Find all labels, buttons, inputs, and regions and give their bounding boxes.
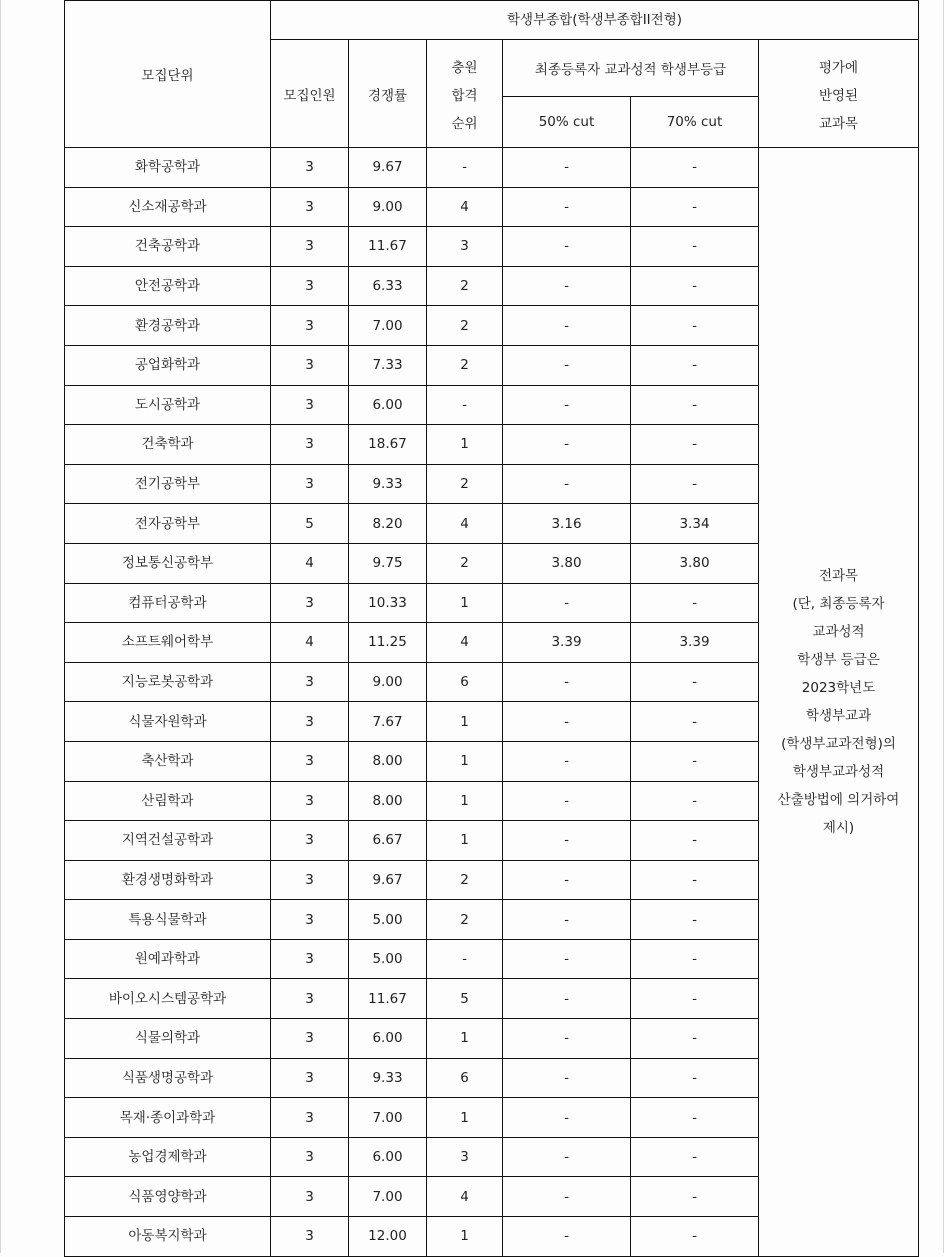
competition-cell: 11.67 bbox=[349, 227, 427, 267]
unit-cell: 아동복지학과 bbox=[65, 1217, 271, 1257]
cut50-cell: - bbox=[503, 187, 631, 227]
cut70-cell: - bbox=[631, 385, 759, 425]
recruit-cell: 3 bbox=[271, 306, 349, 346]
recruit-cell: 3 bbox=[271, 781, 349, 821]
rank-cell: 4 bbox=[427, 623, 503, 663]
note-line: 학생부교과 bbox=[805, 707, 872, 724]
competition-cell: 9.67 bbox=[349, 148, 427, 188]
cut50-cell: - bbox=[503, 464, 631, 504]
cut50-cell: - bbox=[503, 1019, 631, 1059]
recruit-cell: 3 bbox=[271, 741, 349, 781]
competition-cell: 7.00 bbox=[349, 306, 427, 346]
recruit-cell: 3 bbox=[271, 1137, 349, 1177]
rank-cell: 2 bbox=[427, 345, 503, 385]
unit-cell: 소프트웨어학부 bbox=[65, 623, 271, 663]
competition-cell: 9.00 bbox=[349, 187, 427, 227]
cut70-cell: - bbox=[631, 345, 759, 385]
header-waitlist-rank: 충원 합격 순위 bbox=[427, 40, 503, 148]
recruit-cell: 3 bbox=[271, 425, 349, 465]
note-line: (단, 최종등록자 bbox=[792, 595, 885, 612]
competition-cell: 5.00 bbox=[349, 900, 427, 940]
recruit-cell: 3 bbox=[271, 900, 349, 940]
cut70-cell: - bbox=[631, 425, 759, 465]
competition-cell: 10.33 bbox=[349, 583, 427, 623]
cut70-cell: - bbox=[631, 1217, 759, 1257]
cut50-cell: - bbox=[503, 385, 631, 425]
unit-cell: 식물자원학과 bbox=[65, 702, 271, 742]
header-competition: 경쟁률 bbox=[349, 40, 427, 148]
note-line: 산출방법에 의거하여 bbox=[777, 791, 900, 808]
cut50-cell: 3.39 bbox=[503, 623, 631, 663]
recruit-cell: 3 bbox=[271, 1217, 349, 1257]
header-cut70: 70% cut bbox=[631, 97, 759, 148]
rank-cell: 3 bbox=[427, 1137, 503, 1177]
cut70-cell: - bbox=[631, 148, 759, 188]
unit-cell: 바이오시스템공학과 bbox=[65, 979, 271, 1019]
recruit-cell: 3 bbox=[271, 464, 349, 504]
unit-cell: 지능로봇공학과 bbox=[65, 662, 271, 702]
competition-cell: 18.67 bbox=[349, 425, 427, 465]
subjects-note bbox=[759, 148, 919, 1257]
competition-cell: 8.00 bbox=[349, 781, 427, 821]
competition-cell: 5.00 bbox=[349, 939, 427, 979]
header-cut50: 50% cut bbox=[503, 97, 631, 148]
rank-cell: 1 bbox=[427, 1217, 503, 1257]
competition-cell: 6.67 bbox=[349, 821, 427, 861]
competition-cell: 9.75 bbox=[349, 543, 427, 583]
cut50-cell: 3.16 bbox=[503, 504, 631, 544]
rank-cell: 5 bbox=[427, 979, 503, 1019]
cut50-cell: - bbox=[503, 900, 631, 940]
recruit-cell: 5 bbox=[271, 504, 349, 544]
unit-cell: 전자공학부 bbox=[65, 504, 271, 544]
unit-cell: 식물의학과 bbox=[65, 1019, 271, 1059]
rank-cell: 1 bbox=[427, 1098, 503, 1138]
rank-cell: 1 bbox=[427, 425, 503, 465]
cut70-cell: - bbox=[631, 464, 759, 504]
recruit-cell: 3 bbox=[271, 1019, 349, 1059]
recruit-cell: 3 bbox=[271, 385, 349, 425]
rank-cell: 2 bbox=[427, 464, 503, 504]
note-line: 전과목 bbox=[818, 567, 859, 584]
rank-cell: 4 bbox=[427, 187, 503, 227]
rank-cell: 4 bbox=[427, 1177, 503, 1217]
cut50-cell: - bbox=[503, 1217, 631, 1257]
unit-cell: 축산학과 bbox=[65, 741, 271, 781]
table-row bbox=[65, 148, 919, 188]
unit-cell: 식품생명공학과 bbox=[65, 1058, 271, 1098]
cut50-cell: - bbox=[503, 266, 631, 306]
cut70-cell: 3.80 bbox=[631, 543, 759, 583]
rank-cell: 2 bbox=[427, 266, 503, 306]
note-line: 학생부교과성적 bbox=[792, 763, 885, 780]
cut70-cell: - bbox=[631, 1098, 759, 1138]
recruit-cell: 3 bbox=[271, 583, 349, 623]
recruit-cell: 3 bbox=[271, 702, 349, 742]
cut70-cell: - bbox=[631, 979, 759, 1019]
competition-cell: 7.67 bbox=[349, 702, 427, 742]
admission-results-table bbox=[64, 0, 919, 1257]
header-unit: 모집단위 bbox=[65, 1, 271, 148]
unit-cell: 농업경제학과 bbox=[65, 1137, 271, 1177]
rank-cell: 1 bbox=[427, 1019, 503, 1059]
recruit-cell: 3 bbox=[271, 187, 349, 227]
rank-cell: - bbox=[427, 939, 503, 979]
recruit-cell: 3 bbox=[271, 860, 349, 900]
cut70-cell: - bbox=[631, 741, 759, 781]
unit-cell: 정보통신공학부 bbox=[65, 543, 271, 583]
cut50-cell: - bbox=[503, 1058, 631, 1098]
cut70-cell: - bbox=[631, 1137, 759, 1177]
recruit-cell: 3 bbox=[271, 1098, 349, 1138]
cut70-cell: - bbox=[631, 1177, 759, 1217]
unit-cell: 특용식물학과 bbox=[65, 900, 271, 940]
cut70-cell: - bbox=[631, 306, 759, 346]
unit-cell: 식품영양학과 bbox=[65, 1177, 271, 1217]
unit-cell: 신소재공학과 bbox=[65, 187, 271, 227]
rank-cell: 2 bbox=[427, 860, 503, 900]
recruit-cell: 3 bbox=[271, 227, 349, 267]
recruit-cell: 3 bbox=[271, 266, 349, 306]
rank-cell: 1 bbox=[427, 583, 503, 623]
cut50-cell: - bbox=[503, 702, 631, 742]
cut50-cell: - bbox=[503, 306, 631, 346]
note-line: 제시) bbox=[822, 819, 855, 836]
header-subjects: 평가에 반영된 교과목 bbox=[759, 40, 919, 148]
unit-cell: 건축학과 bbox=[65, 425, 271, 465]
cut70-cell: - bbox=[631, 266, 759, 306]
cut50-cell: - bbox=[503, 1177, 631, 1217]
cut50-cell: - bbox=[503, 939, 631, 979]
rank-cell: - bbox=[427, 385, 503, 425]
cut50-cell: - bbox=[503, 425, 631, 465]
cut70-cell: - bbox=[631, 1058, 759, 1098]
rank-cell: 2 bbox=[427, 306, 503, 346]
page-edge-left bbox=[0, 0, 1, 1253]
cut50-cell: - bbox=[503, 860, 631, 900]
cut70-cell: - bbox=[631, 781, 759, 821]
unit-cell: 건축공학과 bbox=[65, 227, 271, 267]
unit-cell: 산림학과 bbox=[65, 781, 271, 821]
unit-cell: 화학공학과 bbox=[65, 148, 271, 188]
cut70-cell: - bbox=[631, 1019, 759, 1059]
recruit-cell: 4 bbox=[271, 623, 349, 663]
rank-cell: 2 bbox=[427, 900, 503, 940]
competition-cell: 6.33 bbox=[349, 266, 427, 306]
cut70-cell: - bbox=[631, 583, 759, 623]
recruit-cell: 3 bbox=[271, 148, 349, 188]
cut50-cell: - bbox=[503, 1098, 631, 1138]
cut50-cell: 3.80 bbox=[503, 543, 631, 583]
competition-cell: 12.00 bbox=[349, 1217, 427, 1257]
note-line: 2023학년도 bbox=[801, 679, 876, 696]
rank-cell: 1 bbox=[427, 821, 503, 861]
unit-cell: 안전공학과 bbox=[65, 266, 271, 306]
cut50-cell: - bbox=[503, 583, 631, 623]
competition-cell: 6.00 bbox=[349, 385, 427, 425]
competition-cell: 9.33 bbox=[349, 1058, 427, 1098]
competition-cell: 9.33 bbox=[349, 464, 427, 504]
cut70-cell: 3.39 bbox=[631, 623, 759, 663]
competition-cell: 7.33 bbox=[349, 345, 427, 385]
cut70-cell: - bbox=[631, 860, 759, 900]
unit-cell: 지역건설공학과 bbox=[65, 821, 271, 861]
competition-cell: 6.00 bbox=[349, 1019, 427, 1059]
cut70-cell: - bbox=[631, 227, 759, 267]
cut50-cell: - bbox=[503, 821, 631, 861]
cut70-cell: - bbox=[631, 187, 759, 227]
cut50-cell: - bbox=[503, 979, 631, 1019]
competition-cell: 9.67 bbox=[349, 860, 427, 900]
header-grade-group: 최종등록자 교과성적 학생부등급 bbox=[503, 40, 759, 97]
unit-cell: 전기공학부 bbox=[65, 464, 271, 504]
recruit-cell: 3 bbox=[271, 979, 349, 1019]
note-line: 학생부 등급은 bbox=[797, 651, 880, 668]
rank-cell: 2 bbox=[427, 543, 503, 583]
cut70-cell: - bbox=[631, 662, 759, 702]
rank-cell: 1 bbox=[427, 741, 503, 781]
competition-cell: 7.00 bbox=[349, 1177, 427, 1217]
unit-cell: 목재·종이과학과 bbox=[65, 1098, 271, 1138]
cut70-cell: 3.34 bbox=[631, 504, 759, 544]
competition-cell: 11.25 bbox=[349, 623, 427, 663]
cut50-cell: - bbox=[503, 1137, 631, 1177]
recruit-cell: 4 bbox=[271, 543, 349, 583]
rank-cell: 1 bbox=[427, 781, 503, 821]
rank-cell: 3 bbox=[427, 227, 503, 267]
rank-cell: 6 bbox=[427, 662, 503, 702]
cut50-cell: - bbox=[503, 148, 631, 188]
unit-cell: 도시공학과 bbox=[65, 385, 271, 425]
cut70-cell: - bbox=[631, 900, 759, 940]
competition-cell: 7.00 bbox=[349, 1098, 427, 1138]
cut50-cell: - bbox=[503, 781, 631, 821]
recruit-cell: 3 bbox=[271, 662, 349, 702]
unit-cell: 공업화학과 bbox=[65, 345, 271, 385]
unit-cell: 환경생명화학과 bbox=[65, 860, 271, 900]
cut50-cell: - bbox=[503, 662, 631, 702]
unit-cell: 컴퓨터공학과 bbox=[65, 583, 271, 623]
rank-cell: 6 bbox=[427, 1058, 503, 1098]
cut50-cell: - bbox=[503, 345, 631, 385]
note-line: 교과성적 bbox=[812, 623, 865, 640]
cut70-cell: - bbox=[631, 702, 759, 742]
cut70-cell: - bbox=[631, 939, 759, 979]
unit-cell: 원예과학과 bbox=[65, 939, 271, 979]
rank-cell: 4 bbox=[427, 504, 503, 544]
competition-cell: 6.00 bbox=[349, 1137, 427, 1177]
recruit-cell: 3 bbox=[271, 1058, 349, 1098]
rank-cell: 1 bbox=[427, 702, 503, 742]
recruit-cell: 3 bbox=[271, 1177, 349, 1217]
rank-cell: - bbox=[427, 148, 503, 188]
competition-cell: 9.00 bbox=[349, 662, 427, 702]
recruit-cell: 3 bbox=[271, 939, 349, 979]
cut70-cell: - bbox=[631, 821, 759, 861]
recruit-cell: 3 bbox=[271, 821, 349, 861]
competition-cell: 11.67 bbox=[349, 979, 427, 1019]
unit-cell: 환경공학과 bbox=[65, 306, 271, 346]
competition-cell: 8.20 bbox=[349, 504, 427, 544]
header-group: 학생부종합(학생부종합II전형) bbox=[271, 1, 919, 40]
note-line: (학생부교과전형)의 bbox=[781, 735, 896, 752]
recruit-cell: 3 bbox=[271, 345, 349, 385]
cut50-cell: - bbox=[503, 227, 631, 267]
cut50-cell: - bbox=[503, 741, 631, 781]
header-recruit: 모집인원 bbox=[271, 40, 349, 148]
competition-cell: 8.00 bbox=[349, 741, 427, 781]
